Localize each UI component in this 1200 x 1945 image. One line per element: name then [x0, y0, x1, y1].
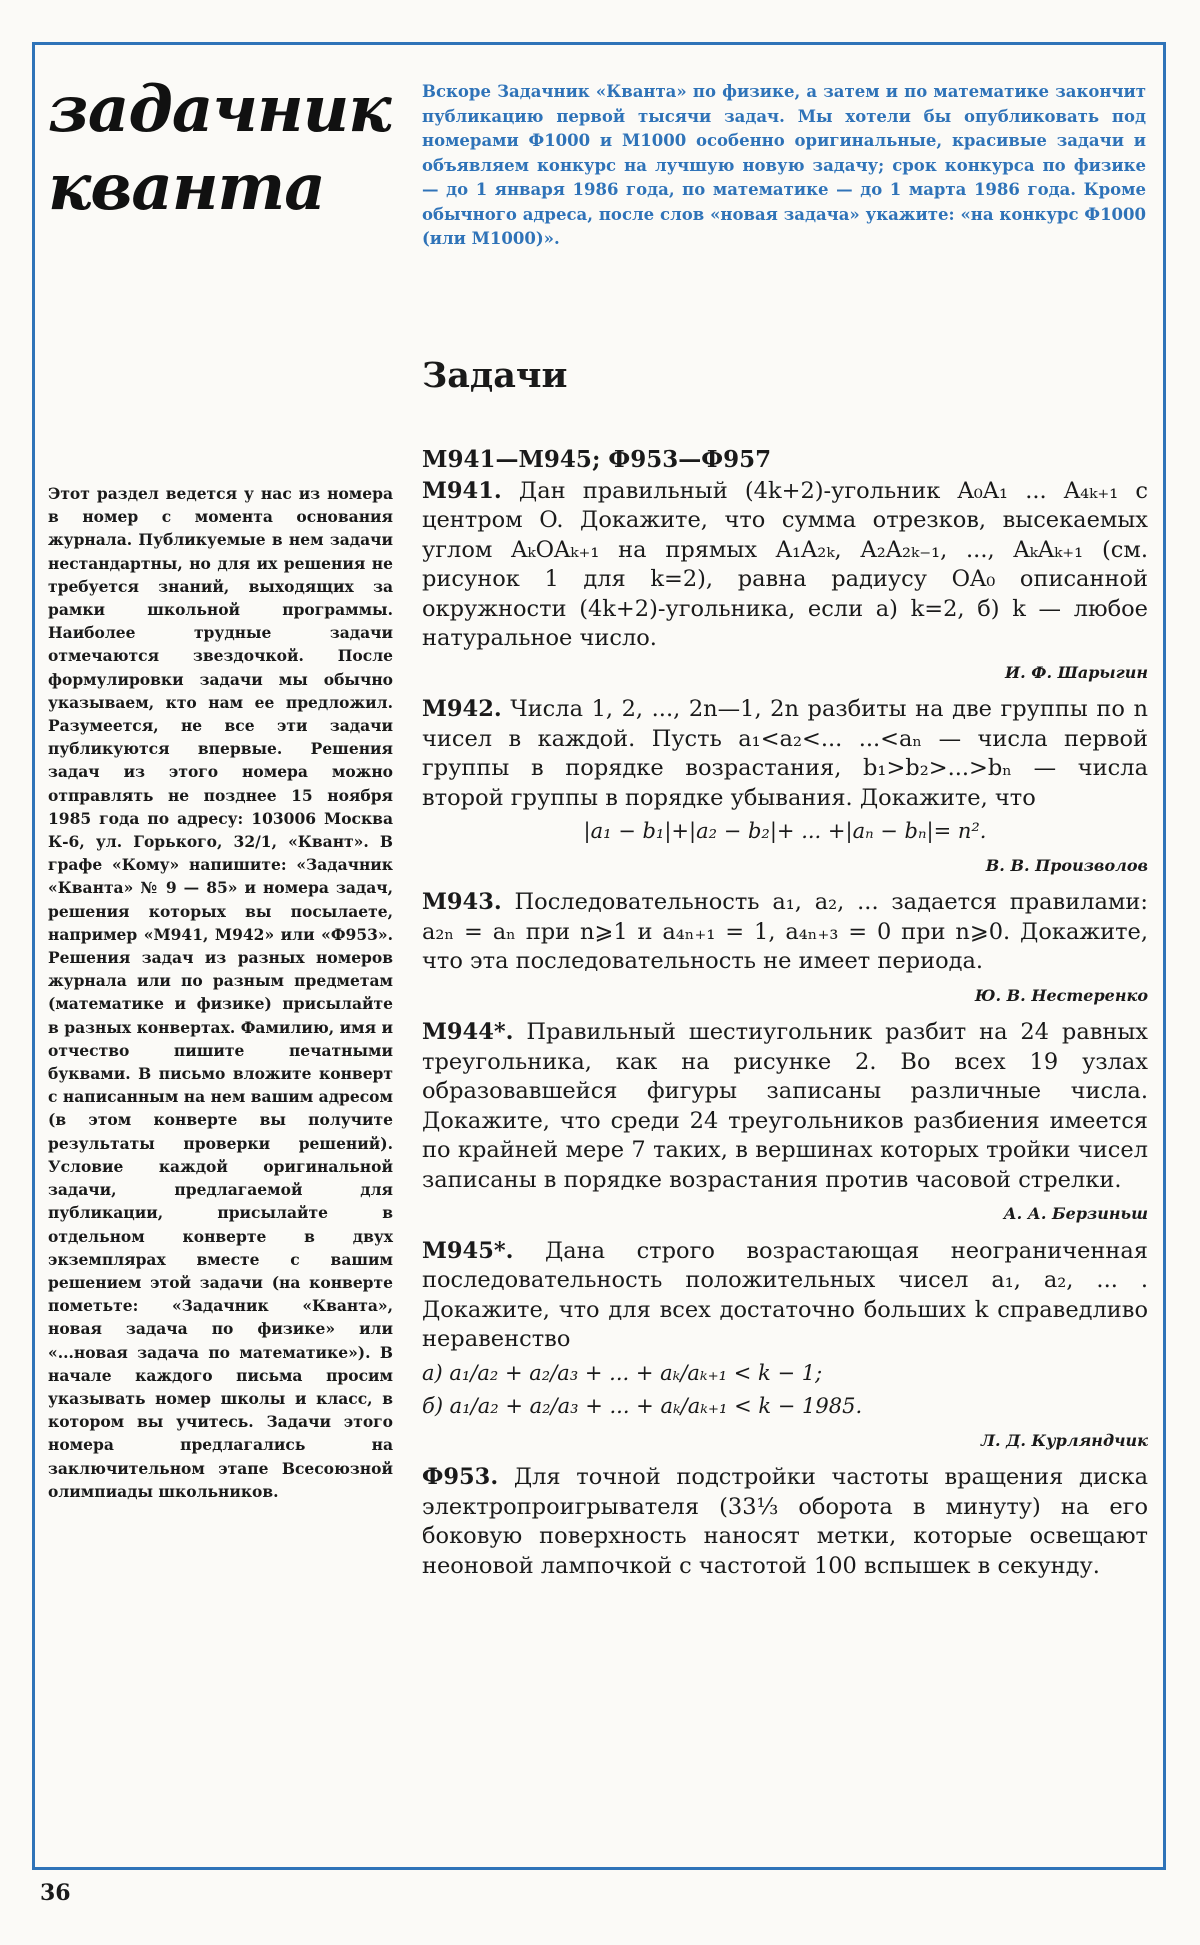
- problem-text: Последовательность a₁, a₂, ... задается правилами: a₂ₙ = aₙ при n⩾1 и a₄ₙ₊₁ = 1, a₄ₙ₊₃ = 0 при n⩾0. Докажите, что эта последовательность не имеет периода.: [422, 889, 1148, 974]
- section-title: Задачи: [422, 355, 568, 396]
- problem-number: М942.: [422, 696, 502, 722]
- logo-line-2: кванта: [48, 150, 325, 225]
- problem-text: Правильный шестиугольник разбит на 24 равных треугольника, как на рисунке 2. Во всех 19 узлах образовавшейся фигуры записаны различные числа. Докажите, что среди 24 треугольников разбиения имеется по крайней мере 7 таких, в вершинах которых тройки чисел записаны в порядке возрастания против часовой стрелки.: [422, 1019, 1148, 1193]
- problem-number: М943.: [422, 889, 502, 915]
- problem-text: Дан правильный (4k+2)-угольник A₀A₁ ... A₄ₖ₊₁ с центром O. Докажите, что сумма отрезков, высекаемых углом AₖOAₖ₊₁ на прямых A₁A₂ₖ, A₂A₂ₖ₋₁, ..., AₖAₖ₊₁ (см. рисунок 1 для k=2), равна радиусу OA₀ описанной окружности (4k+2)-угольника, если а) k=2, б) k — любое натуральное число.: [422, 477, 1149, 651]
- problem-text: Дана строго возрастающая неограниченная последовательность положительных чисел a₁, a₂, ... . Докажите, что для всех достаточно больших k справедливо неравенство: [422, 1237, 1148, 1352]
- problem-number: Ф953.: [422, 1464, 499, 1490]
- inequality-b: б) a₁/a₂ + a₂/a₃ + ... + aₖ/aₖ₊₁ < k − 1985.: [422, 1394, 863, 1418]
- problem-number: М945*.: [422, 1237, 514, 1264]
- problem-author: Ю. В. Нестеренко: [974, 985, 1148, 1005]
- problem-m945: [422, 1237, 1148, 1456]
- problem-text: Числа 1, 2, ..., 2n—1, 2n разбиты на две группы по n чисел в каждой. Пусть a₁<a₂<... ...<aₙ — числа первой группы в порядке возрастания, b₁>b₂>...>bₙ — числа второй группы в порядке убывания. Докажите, что: [422, 696, 1148, 811]
- inequality-a: а) a₁/a₂ + a₂/a₃ + ... + aₖ/aₖ₊₁ < k − 1;: [422, 1360, 823, 1385]
- problem-author: А. А. Берзиньш: [1003, 1204, 1148, 1223]
- problem-f953: [422, 1463, 1148, 1581]
- logo-line-1: задачник: [48, 72, 391, 147]
- problem-author: Л. Д. Курляндчик: [980, 1430, 1148, 1450]
- section-logo: [48, 72, 408, 247]
- problem-number: М941.: [422, 477, 502, 504]
- problems-column: [422, 445, 1148, 1581]
- problem-range: М941—М945; Ф953—Ф957: [422, 446, 772, 473]
- problem-m944: [422, 1018, 1148, 1229]
- problem-m941: [422, 477, 1148, 688]
- intro-announcement: Вскоре Задачник «Кванта» по физике, а затем и по математике закончит публикацию первой тысячи задач. Мы хотели бы опубликовать под номерами Ф1000 и М1000 особенно оригинальные, красивые задачи и объявляем конкурс на лучшую новую задачу; срок конкурса по физике — до 1 января 1986 года, по математике — до 1 марта 1986 года. Кроме обычного адреса, после слов «новая задача» укажите: «на конкурс Ф1000 (или М1000)».: [422, 82, 1146, 248]
- problem-number: М944*.: [422, 1019, 514, 1045]
- problem-formula: |a₁ − b₁|+|a₂ − b₂|+ ... +|aₙ − bₙ|= n².: [583, 819, 987, 843]
- problem-author: В. В. Произволов: [985, 855, 1148, 875]
- page-number: 36: [40, 1880, 71, 1906]
- problem-m943: [422, 888, 1148, 1010]
- problem-author: И. Ф. Шарыгин: [1005, 662, 1148, 682]
- problem-m942: [422, 695, 1148, 880]
- sidebar-rules: Этот раздел ведется у нас из номера в номер с момента основания журнала. Публикуемые в нем задачи нестандартны, но для их решения не требуется знаний, выходящих за рамки школьной программы. Наиболее трудные задачи отмечаются звездочкой. После формулировки задачи мы обычно указываем, кто нам ее предложил. Разумеется, не все эти задачи публикуются впервые. Решения задач из этого номера можно отправлять не позднее 15 ноября 1985 года по адресу: 103006 Москва К-6, ул. Горького, 32/1, «Квант». В графе «Кому» напишите: «Задачник «Кванта» № 9 — 85» и номера задач, решения которых вы посылаете, например «М941, М942» или «Ф953». Решения задач из разных номеров журнала или по разным предметам (математике и физике) присылайте в разных конвертах. Фамилию, имя и отчество пишите печатными буквами. В письмо вложите конверт с написанным на нем вашим адресом (в этом конверте вы получите результаты проверки решений). Условие каждой оригинальной задачи, предлагаемой для публикации, присылайте в отдельном конверте в двух экземплярах вместе с вашим решением этой задачи (на конверте пометьте: «Задачник «Кванта», новая задача по физике» или «...новая задача по математике»). В начале каждого письма просим указывать номер школы и класс, в котором вы учитесь. Задачи этого номера предлагались на заключительном этапе Всесоюзной олимпиады школьников.: [48, 484, 393, 1501]
- problem-text: Для точной подстройки частоты вращения диска электропроигрывателя (33⅓ оборота в минуту) на его боковую поверхность наносят метки, которые освещают неоновой лампочкой с частотой 100 вспышек в секунду.: [422, 1464, 1148, 1579]
